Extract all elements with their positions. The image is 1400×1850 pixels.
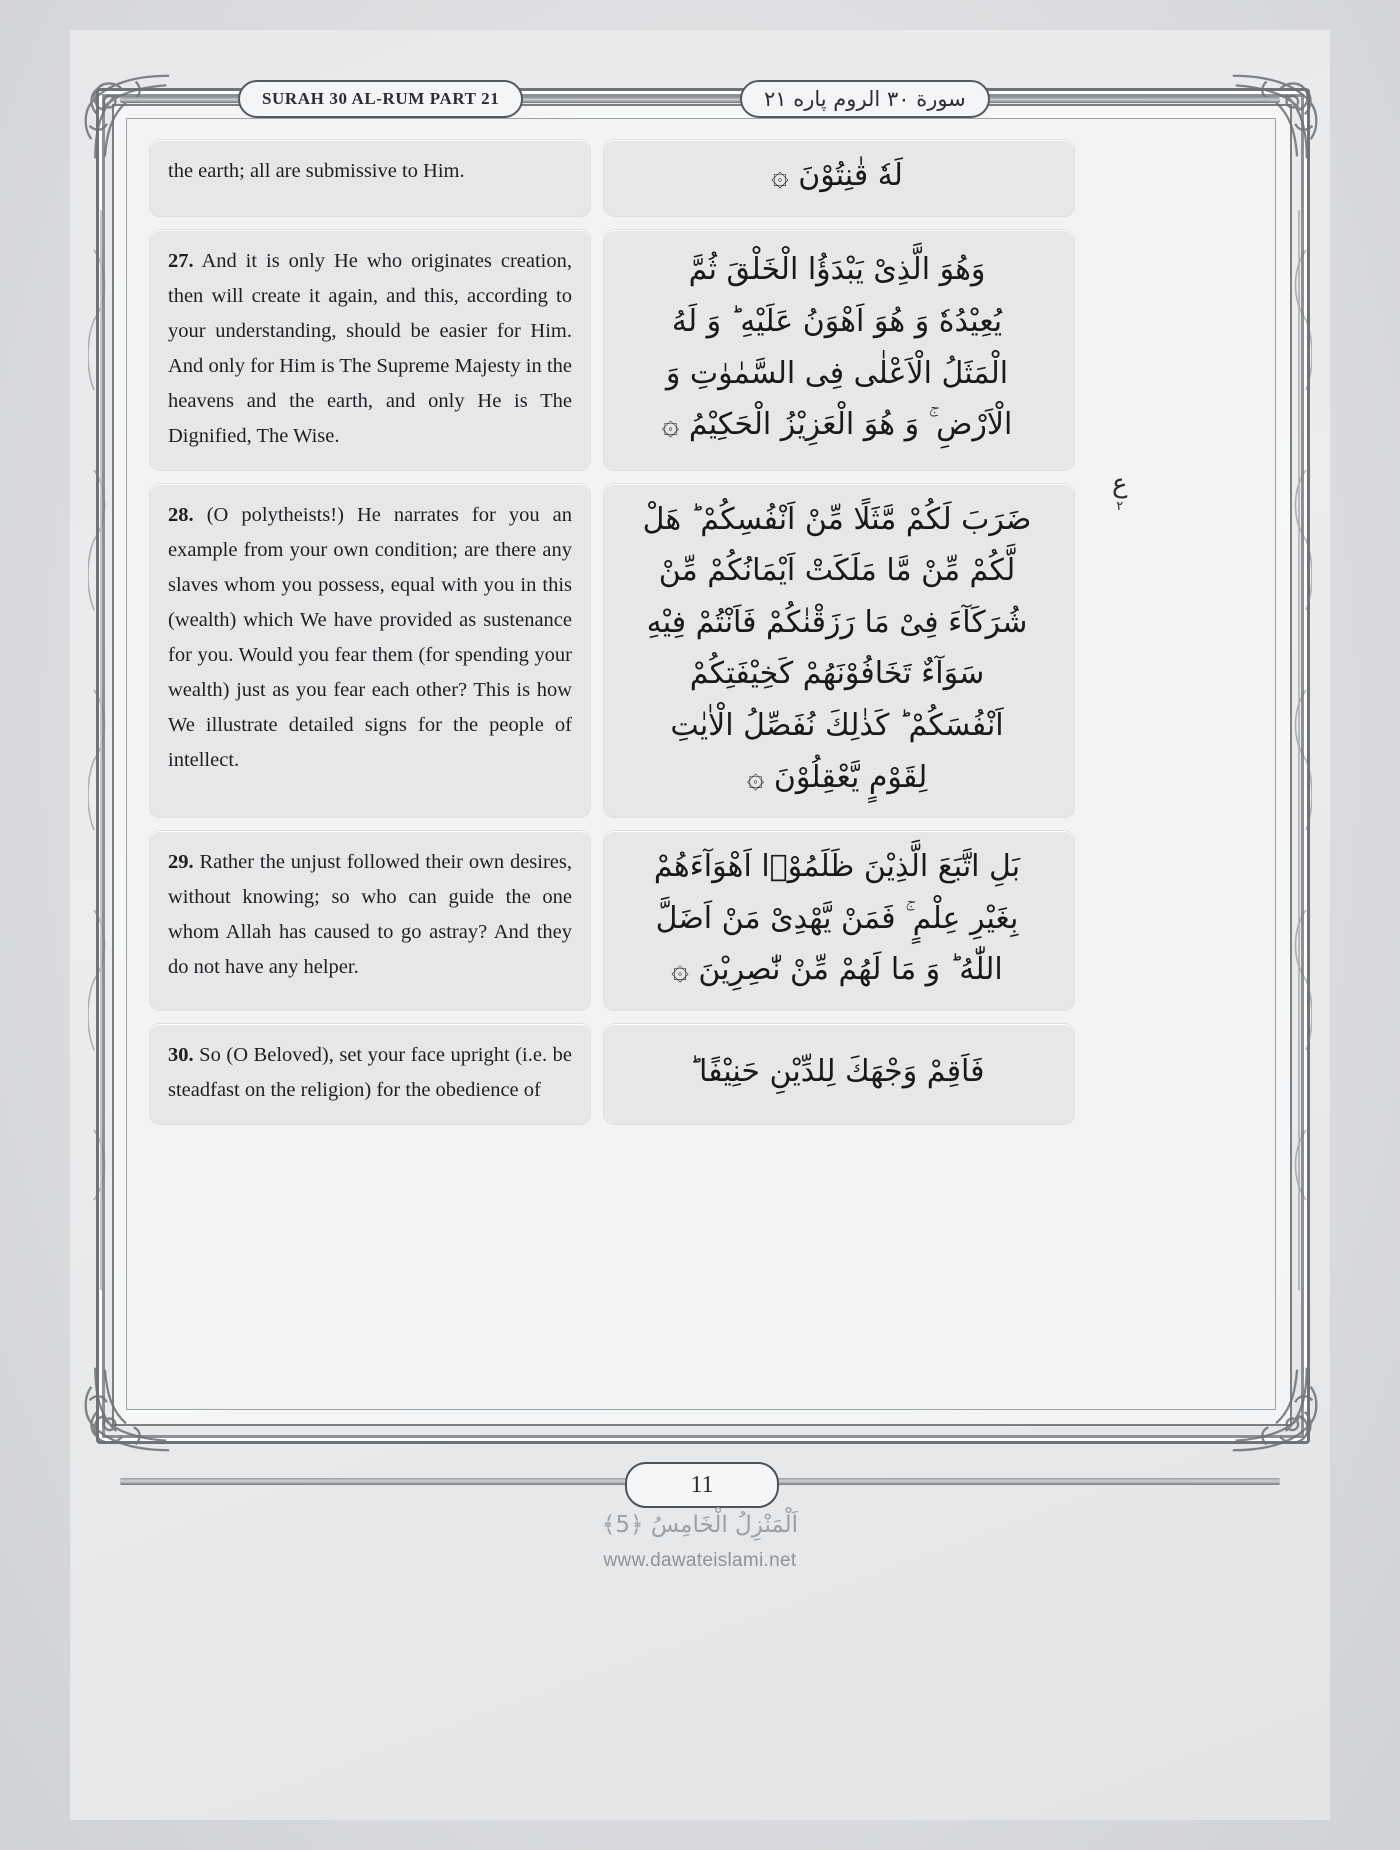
verse-row [150,230,1254,470]
verse-number: 29. [168,851,194,874]
translation-cell [150,831,590,1010]
verses-container [150,140,1254,1390]
arabic-line: لَهٗ قٰنِتُوْنَ ۞ [771,158,903,193]
translation-cell [150,484,590,818]
page-header [120,80,1280,120]
arabic-line: الْمَثَلُ الْاَعْلٰى فِی السَّمٰوٰتِ وَ [665,355,1009,391]
verse-translation-text: the earth; all are submissive to Him. [168,160,465,182]
ruku-count: ٢ [1116,498,1124,514]
arabic-cell [604,1024,1074,1124]
verse-row [150,1024,1254,1124]
verse-translation-text: And it is only He who originates creation, then will create it again, and this, according to your understanding, should be easier for Him. And only for Him is The Supreme Majesty in the heavens and the earth, and only He is The Dignified, The Wise. [168,249,572,447]
page-footer [120,1450,1280,1570]
arabic-cell [604,831,1074,1010]
arabic-line: بِغَیْرِ عِلْمٍ ۚ فَمَنْ یَّهْدِیْ مَنْ اَضَلَّ [655,900,1019,936]
arabic-line: اللّٰهُ ؕ وَ مَا لَهُمْ مِّنْ نّٰصِرِیْنَ ۞ [671,952,1003,988]
page-number: 11 [690,1471,714,1498]
surah-title-arabic: سورة ٣٠ الروم پاره ٢١ [764,87,966,111]
arabic-line: شُرَكَآءَ فِیْ مَا رَزَقْنٰكُمْ فَاَنْتُمْ فِیْهِ [646,604,1028,640]
translation-cell [150,230,590,470]
verse-translation-text: So (O Beloved), set your face upright (i.e. be steadfast on the religion) for the obedience of [168,1043,572,1101]
verse-number: 27. [168,249,194,272]
ruku-symbol: ع [1112,469,1128,499]
translation-cell [150,1024,590,1124]
verse-number: 28. [168,503,194,526]
arabic-line: سَوَآءٌ تَخَافُوْنَهُمْ كَخِیْفَتِكُمْ [689,656,985,692]
translation-cell [150,140,590,216]
page-number-badge [625,1462,779,1508]
arabic-cell [604,230,1074,470]
arabic-line: اَنْفُسَكُمْ ؕ كَذٰلِكَ نُفَصِّلُ الْاٰیٰتِ [670,707,1004,743]
verse-row [150,140,1254,216]
arabic-line: ضَرَبَ لَكُمْ مَّثَلًا مِّنْ اَنْفُسِكُمْ ؕ هَلْ [642,501,1032,537]
arabic-line: الْاَرْضِ ۚ وَ هُوَ الْعَزِیْزُ الْحَكِیْمُ ۞ [661,407,1013,443]
arabic-line: وَهُوَ الَّذِیْ یَبْدَؤُا الْخَلْقَ ثُمَّ [688,252,986,288]
arabic-line: فَاَقِمْ وَجْهَكَ لِلدِّیْنِ حَنِیْفًا ؕ [689,1054,985,1090]
verse-row [150,484,1254,818]
verse-translation-text: (O polytheists!) He narrates for you an example from your own condition; are there any slaves whom you possess, equal with you in this (wealth) which We have provided as sustenance for you. Would you fear them (for spending your wealth) just as you fear each other? This is how We illustrate detailed signs for the people of intellect. [168,503,573,771]
verse-number: 30. [168,1043,194,1066]
manzil-label: اَلْمَنْزِلُ الْخَامِسُ ﴿5﴾ [601,1512,799,1538]
ruku-marker [1112,470,1128,515]
header-cartouche-arabic [740,80,990,118]
arabic-line: یُعِیْدُهٗ وَ هُوَ اَهْوَنُ عَلَیْهِ ؕ وَ لَهُ [671,304,1003,339]
verse-row [150,831,1254,1010]
side-ornament-left-icon [88,210,114,1290]
arabic-line: بَلِ اتَّبَعَ الَّذِیْنَ ظَلَمُوْۤا اَهْوَآءَهُمْ [653,849,1021,885]
header-cartouche-english [238,80,523,118]
side-ornament-right-icon [1286,210,1312,1290]
website-url: www.dawateislami.net [603,1550,797,1571]
surah-title-english: SURAH 30 AL-RUM PART 21 [262,89,500,108]
arabic-line: لِقَوْمٍ یَّعْقِلُوْنَ ۞ [746,759,928,795]
arabic-cell [604,140,1074,216]
arabic-line: لَّكُمْ مِّنْ مَّا مَلَكَتْ اَیْمَانُكُمْ مِّنْ [658,553,1016,589]
verse-translation-text: Rather the unjust followed their own desires, without knowing; so who can guide the one whom Allah has caused to go astray? And they do not have any helper. [168,851,572,979]
arabic-cell [604,484,1074,818]
